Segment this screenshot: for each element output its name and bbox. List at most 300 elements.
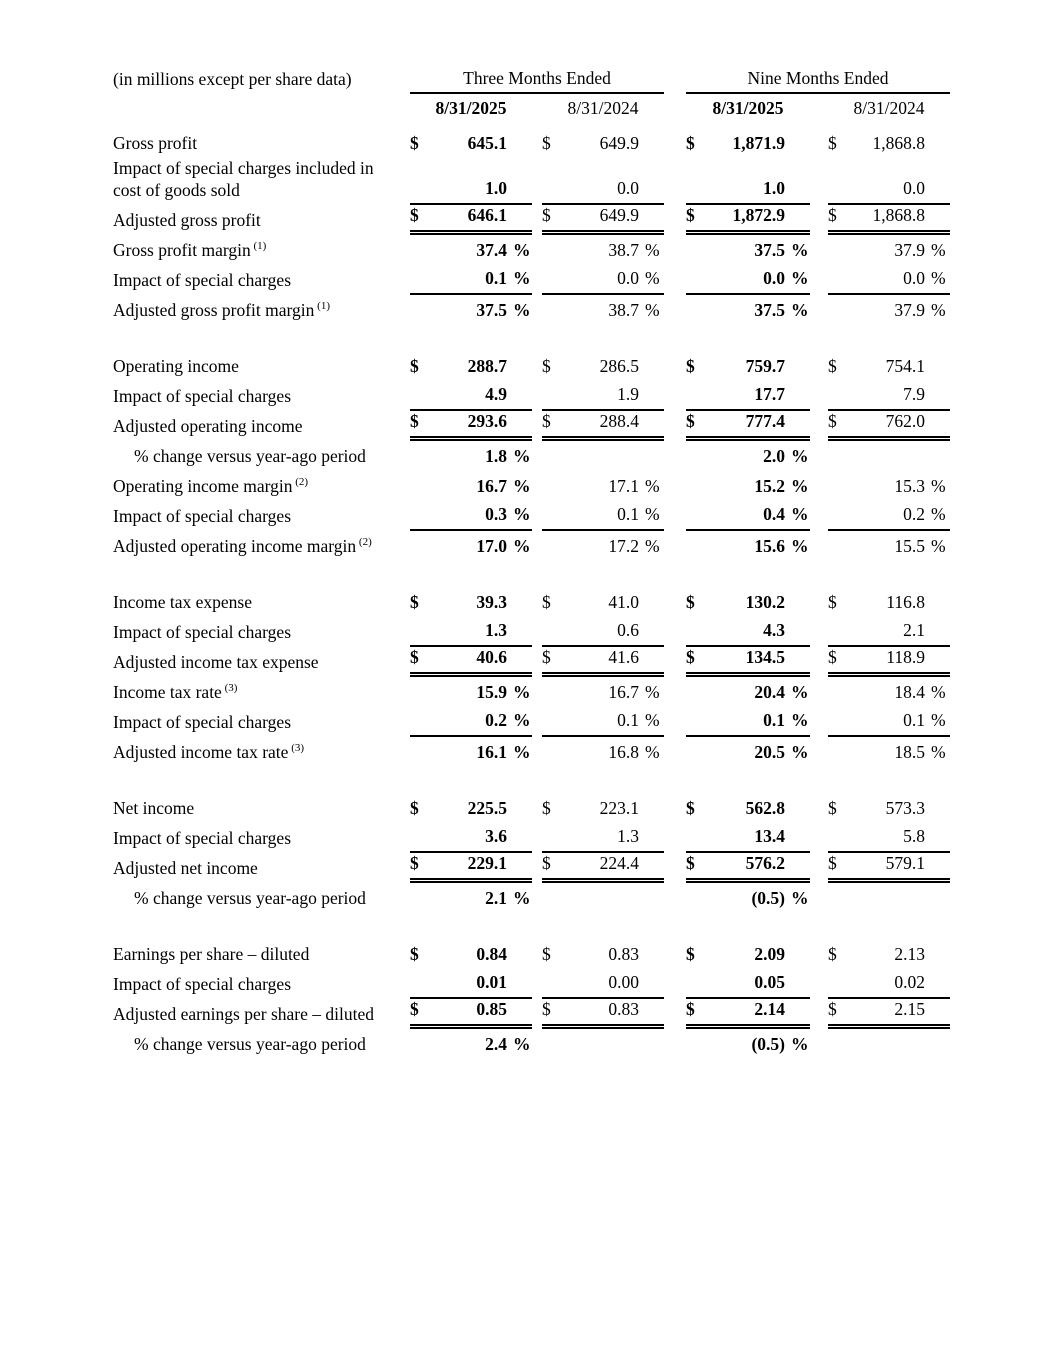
value-cell [542,536,664,561]
percent-symbol: % [791,475,809,496]
value-cell [542,504,664,531]
row-label-text: Impact of special charges [113,973,291,994]
value-cell [410,240,532,265]
value-cell [686,710,810,737]
value-cell [828,1056,950,1059]
value-cell [410,620,532,647]
currency-symbol: $ [686,797,695,818]
value-cell [542,972,664,999]
row-label-text: Adjusted net income [113,857,258,878]
row-label-text: Impact of special charges [113,621,291,642]
value-number: 17.2 [608,535,639,556]
table-row [113,853,950,883]
percent-symbol: % [791,299,809,320]
value-number: 37.9 [894,299,925,320]
row-label [113,742,410,767]
table-row [113,128,950,158]
value-cell [410,178,532,205]
value-number: 0.1 [617,503,639,524]
row-label [113,828,410,853]
row-label [113,712,410,737]
col-header-date: 8/31/2025 [435,98,507,119]
table-section [113,939,950,1059]
value-cell [686,205,810,235]
col-header-date: 8/31/2024 [567,98,639,119]
row-label [113,682,410,707]
row-label-text: Earnings per share – diluted [113,943,310,964]
value-cell [410,647,532,677]
value-number: 0.0 [763,267,785,288]
percent-symbol: % [513,445,531,466]
table-row [113,531,950,561]
percent-symbol: % [791,239,809,260]
value-number: 1,868.8 [872,204,925,225]
value-number: 1,871.9 [732,133,785,154]
row-label-text: % change versus year-ago period [134,445,366,466]
currency-symbol: $ [410,355,419,376]
value-number: 15.9 [476,681,507,702]
value-number: 0.00 [608,971,639,992]
value-cell [686,1034,810,1059]
value-number: 37.9 [894,239,925,260]
value-number: 38.7 [608,299,639,320]
value-cell [686,133,810,158]
value-cell [686,853,810,883]
row-label-text: Gross profit margin [113,239,251,260]
value-number: 16.7 [476,475,507,496]
value-number: 0.85 [476,998,507,1019]
table-row [113,677,950,707]
table-body [113,128,950,1059]
value-number: (0.5) [751,1033,785,1054]
value-cell [828,682,950,707]
value-cell [410,300,532,325]
table-row [113,939,950,969]
row-label-text: Adjusted operating income margin [113,535,357,556]
value-number: 2.09 [754,943,785,964]
percent-symbol: % [791,535,809,556]
value-number: 118.9 [886,646,925,667]
value-number: 288.4 [599,410,639,431]
value-cell [410,476,532,501]
currency-symbol: $ [542,133,551,154]
value-number: 17.0 [476,535,507,556]
currency-symbol: $ [410,646,419,667]
currency-symbol: $ [410,133,419,154]
currency-symbol: $ [410,410,419,431]
value-cell [686,888,810,913]
value-cell [828,300,950,325]
value-number: 579.1 [885,852,925,873]
col-group-label: Three Months Ended [463,68,611,89]
value-number: 15.6 [754,535,785,556]
percent-symbol: % [645,741,660,762]
value-cell [410,504,532,531]
row-label [113,592,410,617]
value-number: 17.7 [754,383,785,404]
value-number: 649.9 [599,133,639,154]
value-number: 0.6 [617,619,639,640]
value-cell [542,798,664,823]
value-cell [542,682,664,707]
row-label-text: Income tax expense [113,591,252,612]
value-number: 4.9 [485,383,507,404]
percent-symbol: % [931,503,946,524]
value-number: 562.8 [745,797,785,818]
value-number: 18.4 [894,681,925,702]
value-cell [686,268,810,295]
row-label-text: Impact of special charges [113,269,291,290]
currency-symbol: $ [828,410,837,431]
row-label [113,356,410,381]
percent-symbol: % [931,709,946,730]
value-cell [542,133,664,158]
currency-symbol: $ [828,998,837,1019]
value-number: 646.1 [467,204,507,225]
row-label-text: Adjusted operating income [113,415,303,436]
currency-symbol: $ [686,646,695,667]
value-number: 38.7 [608,239,639,260]
row-label [113,944,410,969]
col-group-nine-months-ended [686,68,950,94]
value-number: 37.5 [754,239,785,260]
value-number: 15.3 [894,475,925,496]
row-label-text: Adjusted income tax rate [113,741,289,762]
value-cell [828,647,950,677]
row-label [113,133,410,158]
value-cell [686,356,810,381]
value-number: 777.4 [745,410,785,431]
currency-symbol: $ [686,410,695,431]
value-cell [410,944,532,969]
currency-symbol: $ [410,998,419,1019]
value-cell [828,504,950,531]
table-header-dates [113,94,950,124]
value-cell [828,944,950,969]
value-cell [542,620,664,647]
value-cell [542,826,664,853]
col-group-label: Nine Months Ended [747,68,889,89]
value-number: 41.0 [608,591,639,612]
percent-symbol: % [791,741,809,762]
value-cell [410,356,532,381]
value-number: 130.2 [745,591,785,612]
currency-symbol: $ [542,797,551,818]
value-number: 0.2 [903,503,925,524]
row-label-text: Operating income margin [113,475,293,496]
row-label-text: Adjusted earnings per share – diluted [113,1003,374,1024]
value-cell [828,536,950,561]
value-cell [410,826,532,853]
row-label-text: Impact of special charges [113,827,291,848]
percent-symbol: % [513,887,531,908]
currency-symbol: $ [828,646,837,667]
value-number: 2.1 [903,619,925,640]
value-number: 0.02 [894,971,925,992]
value-cell [828,268,950,295]
value-number: 7.9 [903,383,925,404]
row-label-text: Impact of special charges [113,385,291,406]
value-number: 40.6 [476,646,507,667]
value-number: 41.6 [608,646,639,667]
value-cell [542,268,664,295]
value-number: 1.0 [485,177,507,198]
value-cell [686,592,810,617]
value-number: 288.7 [467,355,507,376]
value-number: 1,868.8 [872,133,925,154]
percent-symbol: % [513,475,531,496]
value-number: 0.3 [485,503,507,524]
value-number: 762.0 [885,410,925,431]
value-cell [828,133,950,158]
percent-symbol: % [931,239,946,260]
value-cell [542,300,664,325]
value-number: 576.2 [745,852,785,873]
row-label-text: Adjusted gross profit [113,209,261,230]
percent-symbol: % [791,709,809,730]
table-row [113,587,950,617]
value-cell [410,999,532,1029]
value-number: 0.0 [903,177,925,198]
percent-symbol: % [791,445,809,466]
value-cell [410,972,532,999]
row-label [113,974,410,999]
currency-symbol: $ [542,943,551,964]
table-row [113,441,950,471]
table-row [113,707,950,737]
value-number: 37.4 [476,239,507,260]
percent-symbol: % [791,503,809,524]
value-cell [828,592,950,617]
value-cell [686,384,810,411]
value-number: 0.1 [903,709,925,730]
table-row [113,969,950,999]
value-number: 3.6 [485,825,507,846]
percent-symbol: % [513,709,531,730]
value-number: 649.9 [599,204,639,225]
currency-symbol: $ [686,133,695,154]
footnote-marker: (2) [356,536,372,549]
col-header-date: 8/31/2024 [853,98,925,119]
currency-symbol: $ [410,943,419,964]
value-cell [686,742,810,767]
value-number: 5.8 [903,825,925,846]
currency-symbol: $ [828,852,837,873]
table-row [113,295,950,325]
percent-symbol: % [931,475,946,496]
percent-symbol: % [513,267,531,288]
table-row [113,793,950,823]
value-number: 0.05 [754,971,785,992]
value-cell [542,356,664,381]
value-cell [410,682,532,707]
value-cell [410,411,532,441]
currency-symbol: $ [828,204,837,225]
value-cell [542,742,664,767]
row-label [113,888,410,913]
value-cell [828,178,950,205]
value-number: 15.5 [894,535,925,556]
value-cell [542,240,664,265]
value-cell [410,1034,532,1059]
value-number: 17.1 [608,475,639,496]
value-cell [828,468,950,471]
currency-symbol: $ [828,355,837,376]
value-cell [686,411,810,441]
value-number: 0.2 [485,709,507,730]
percent-symbol: % [931,299,946,320]
row-label-text: Adjusted income tax expense [113,651,319,672]
currency-symbol: $ [542,852,551,873]
value-number: 16.1 [476,741,507,762]
row-label [113,476,410,501]
value-number: 1.8 [485,445,507,466]
row-label-text: % change versus year-ago period [134,1033,366,1054]
value-number: 0.0 [617,267,639,288]
row-label-text: % change versus year-ago period [134,887,366,908]
currency-symbol: $ [542,998,551,1019]
percent-symbol: % [645,239,660,260]
row-label [113,652,410,677]
table-section [113,351,950,561]
value-number: 645.1 [467,133,507,154]
table-row [113,411,950,441]
table-section [113,128,950,325]
value-cell [828,853,950,883]
value-number: 0.01 [476,971,507,992]
row-label [113,270,410,295]
table-row [113,737,950,767]
row-label-text: Impact of special charges included in cost of goods sold [113,158,374,200]
percent-symbol: % [513,503,531,524]
footnote-marker: (3) [221,682,238,695]
value-cell [410,133,532,158]
row-label [113,506,410,531]
value-cell [828,999,950,1029]
value-number: 15.2 [754,475,785,496]
value-cell [686,536,810,561]
currency-symbol: $ [410,591,419,612]
currency-symbol: $ [828,133,837,154]
currency-symbol: $ [828,591,837,612]
empty-header-cell [113,121,410,124]
value-number: 4.3 [763,619,785,640]
value-cell [828,910,950,913]
value-cell [686,240,810,265]
percent-symbol: % [791,1033,809,1054]
table-row [113,999,950,1029]
currency-symbol: $ [686,998,695,1019]
value-number: 225.5 [467,797,507,818]
value-number: 0.84 [476,943,507,964]
value-number: 1.9 [617,383,639,404]
percent-symbol: % [931,267,946,288]
percent-symbol: % [513,1033,531,1054]
value-number: 37.5 [754,299,785,320]
value-cell [686,798,810,823]
percent-symbol: % [791,681,809,702]
value-cell [828,798,950,823]
table-section [113,587,950,767]
value-cell [686,944,810,969]
row-label-text: Adjusted gross profit margin [113,299,315,320]
percent-symbol: % [931,681,946,702]
table-header-groups [113,68,950,94]
value-cell [686,972,810,999]
currency-symbol: $ [542,646,551,667]
value-number: 39.3 [476,591,507,612]
table-row [113,265,950,295]
value-number: 0.0 [903,267,925,288]
currency-symbol: $ [686,591,695,612]
value-cell [828,240,950,265]
table-row [113,647,950,677]
table-row [113,351,950,381]
table-row [113,823,950,853]
percent-symbol: % [931,741,946,762]
percent-symbol: % [791,267,809,288]
value-cell [542,178,664,205]
currency-symbol: $ [686,204,695,225]
value-number: 16.8 [608,741,639,762]
percent-symbol: % [513,681,531,702]
percent-symbol: % [645,475,660,496]
row-label [113,210,410,235]
value-cell [410,710,532,737]
value-cell [828,384,950,411]
value-number: 116.8 [886,591,925,612]
value-number: 0.1 [617,709,639,730]
percent-symbol: % [645,681,660,702]
percent-symbol: % [645,267,660,288]
value-number: 0.1 [763,709,785,730]
value-number: (0.5) [751,887,785,908]
value-number: 0.0 [617,177,639,198]
row-label [113,622,410,647]
table-row [113,501,950,531]
value-number: 134.5 [745,646,785,667]
value-cell [828,411,950,441]
value-number: 18.5 [894,741,925,762]
row-label [113,446,410,471]
value-cell [410,853,532,883]
percent-symbol: % [513,299,531,320]
value-cell [828,476,950,501]
row-label [113,1034,410,1059]
row-label-text: Operating income [113,355,239,376]
value-number: 0.83 [608,943,639,964]
value-cell [686,476,810,501]
value-cell [542,710,664,737]
currency-symbol: $ [542,204,551,225]
row-label [113,300,410,325]
value-cell [542,910,664,913]
col-group-three-months-ended [410,68,664,94]
currency-symbol: $ [542,591,551,612]
table-row [113,471,950,501]
table-section [113,793,950,913]
table-row [113,617,950,647]
value-number: 1.0 [763,177,785,198]
units-note: (in millions except per share data) [113,69,352,90]
table-row [113,1029,950,1059]
percent-symbol: % [513,741,531,762]
percent-symbol: % [513,239,531,260]
value-cell [410,742,532,767]
value-cell [542,384,664,411]
value-cell [686,647,810,677]
row-label [113,416,410,441]
